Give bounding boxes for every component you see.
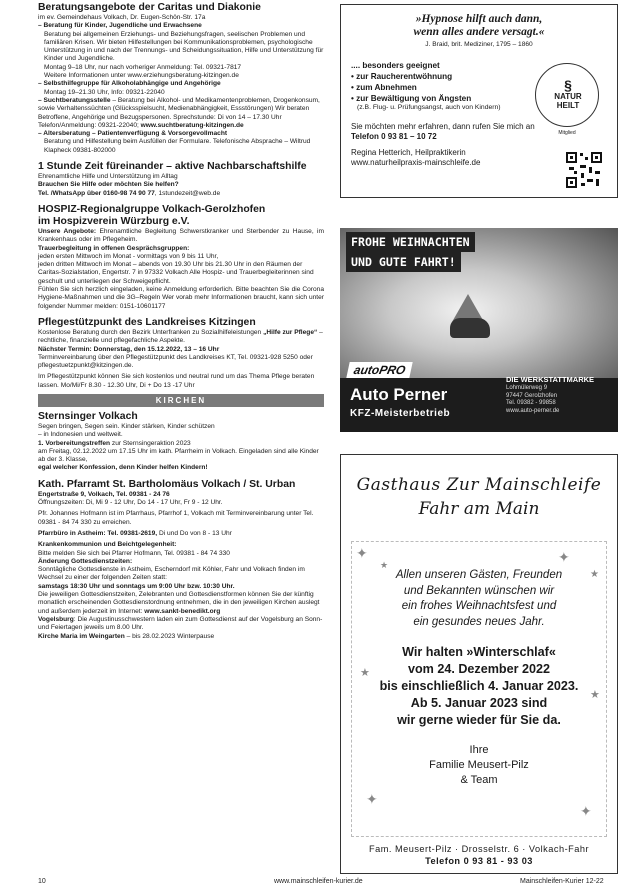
star-icon: ★ (590, 689, 600, 701)
pflege-termin: Nächster Termin: Donnerstag, den 15.12.2022, 13 – 16 Uhr (38, 345, 220, 353)
star-icon: ✦ (356, 545, 368, 561)
ad-hypnose-author: J. Braid, brit. Mediziner, 1795 – 1860 (425, 41, 533, 48)
ad-perner-sub: KFZ-Meisterbetrieb (350, 408, 451, 419)
ad-perner-web[interactable]: www.auto-perner.de (506, 407, 560, 414)
caritas-title: Beratungsangebote der Caritas und Diakonie (38, 2, 261, 13)
caritas-item-head: – Selbsthilfegruppe für Alkoholabhängige und Angehörige (38, 80, 221, 88)
ad-gasthaus-signature-line: Ihre (469, 744, 489, 756)
ad-perner-info-line: Lohmülerweg 9 (506, 385, 548, 392)
pfarr-text: Öffnungszeiten: Di, Mi 9 - 12 Uhr, Do 14 - 17 Uhr, Fr 9 - 12 Uhr. (38, 499, 223, 507)
caritas-item-text: Beratung und Hilfestellung beim Ausfüllen der Formulare. Telefonische Absprache – Wiltrud Klapheck 09381-802000 (44, 138, 311, 154)
ad-perner-banner: UND GUTE FAHRT! (346, 252, 461, 272)
caritas-item-head: – Suchtberatungsstelle (38, 96, 111, 104)
hospiz-trauer: Trauerbegleitung in offenen Gesprächsgruppen: (38, 244, 190, 252)
ad-hypnose (340, 4, 618, 198)
ad-hypnose-contact-line: Sie möchten mehr erfahren, dann rufen Sie mich an (351, 122, 535, 131)
pflege-text-c: – rechtliche, finanzielle und pflegefachliche Aspekte. (38, 328, 323, 345)
ad-gasthaus-greeting-line: Allen unseren Gästen, Freunden (395, 569, 563, 581)
ad-hypnose-bullet-sub: (z.B. Flug- u. Prüfungsangst, auch von Kindern) (357, 104, 501, 111)
pfarr-astheim (38, 530, 324, 538)
pfarr-web-link[interactable]: www.sankt-benedikt.org (144, 607, 221, 615)
hospiz-text: jeden dritten Mittwoch im Monat – abends von 19.30 Uhr bis 21.30 Uhr in den Räumen der Caritas-Sozialstation, Engertstr. 7 in 97332 Volkach Alle Hospiz- und Trauerbegleiterinnen sind geschult und unterliegen der Schweigepflicht. (38, 261, 314, 285)
ad-gasthaus-greeting (352, 568, 606, 630)
pfarr-vogelsburg-text: : Die Augustinusschwestern laden ein zum Gottesdienst auf der Vogelsburg an Sonn- und Feiertagen jeweils um 8.00 Uhr. (38, 615, 323, 632)
ad-gasthaus-address: Fam. Meusert-Pilz · Drosselstr. 6 · Volkach-Fahr (368, 844, 590, 854)
pfarr-text-a10: Die jeweiligen Gottesdienstzeiten, Zelebranten und Gottesdienstformen können Sie der künftig monatlich erscheinenden Gottesdienstordnung entnehmen, die in den jeweiligen Kirchen auslegt und außerdem jederzeit im Internet: (38, 591, 320, 615)
kirchen-bar: KIRCHEN (38, 394, 324, 407)
ad-perner-banner: FROHE WEIHNACHTEN (346, 232, 475, 252)
pfarr-weingarten (38, 633, 324, 641)
seal-symbol: § (564, 77, 572, 93)
qr-code-graphic (565, 151, 603, 189)
pfarr-title: Kath. Pfarramt St. Bartholomäus Volkach / St. Urban (38, 478, 296, 490)
hospiz-offers-text: Ehrenamtliche Begleitung Schwerstkranker und Sterbender zu Hause, im Krankenhaus oder im Pflegeheim. (38, 227, 324, 244)
ad-gasthaus-closure (352, 644, 606, 729)
ad-gasthaus-closure-line: wir gerne wieder für Sie da. (397, 713, 561, 727)
pfarr-astheim-label: Pfarrbüro in Astheim: Tel. 09381-2619, (38, 529, 158, 537)
pflege-text: Im Pflegestützpunkt können Sie sich kostenlos und neutral rund um das Thema Pflege beraten lassen. Mo/Mi/Fr 8.30 - 12.30 Uhr, Di + Do 13 -17 Uhr (38, 373, 315, 389)
star-icon: ★ (380, 560, 389, 570)
ad-gasthaus-closure-line: Wir halten »Winterschlaf« (402, 645, 556, 659)
ad-gasthaus-closure-line: bis einschließlich 4. Januar 2023. (379, 679, 579, 693)
ad-hypnose-bullet: • zur Raucherentwöhnung (351, 72, 453, 81)
pflege-text-b: „Hilfe zur Pflege“ (263, 328, 318, 336)
star-icon: ✦ (580, 803, 592, 819)
sucht-link[interactable]: www.suchtberatung-kitzingen.de (140, 121, 244, 129)
caritas-item-extra: Montag 9–18 Uhr, nur nach vorheriger Anmeldung: Tel. 09321-7817 (44, 63, 242, 71)
seal-caption: Mitglied (558, 130, 576, 136)
autopro-logo: autoPRO (346, 362, 413, 378)
caritas-sub: im ev. Gemeindehaus Volkach, Dr. Eugen-Schön-Str. 17a (38, 14, 206, 21)
ad-gasthaus-closure-line: Ab 5. Januar 2023 sind (410, 696, 548, 710)
pflege-text: Terminvereinbarung über den Pflegestützpunkt des Landkreises KT, Tel. 09321-928 5250 oder pflegestuetzpunkt@kitzingen.de. (38, 353, 313, 370)
pfarr-text: Krankenkommunion und Beichtgelegenheit: (38, 541, 177, 549)
ad-hypnose-quote: wenn alles andere versagt.« (413, 26, 545, 38)
pfarr-vogelsburg-label: Vogelsburg (38, 615, 74, 623)
ad-perner-info-line: Tel. 09382 - 99858 (506, 400, 556, 407)
ad-hypnose-phone: Telefon 0 93 81 – 10 72 (351, 132, 437, 141)
hospiz-text: jeden ersten Mittwoch im Monat - vormittags von 9 bis 11 Uhr, (38, 252, 219, 260)
stern-meeting-label: 1. Vorbereitungstreffen (38, 439, 111, 447)
pfarr-weingarten-text: – bis 28.02.2023 Winterpause (124, 632, 215, 640)
pfarr-vogelsburg (38, 616, 324, 633)
stern-text: Segen bringen, Segen sein. Kinder stärken, Kinder schützen (38, 422, 215, 430)
hospiz-text: Fühlen Sie sich herzlich eingeladen, keine Anmeldung erforderlich. Bitte beachten Sie die Corona Hygiene-Maßnahmen und die 3G–Regeln Wer vorab mehr Informationen braucht, kann sich unter folgender Nummer melden: 0151-10601177 (38, 286, 324, 310)
ad-perner-info-title: DIE WERKSTATTMARKE (506, 375, 595, 384)
ad-hypnose-lead: .... besonders geeignet (351, 61, 440, 70)
caritas-item-head: – Altersberatung – Patientenverfügung & Vorsorgevollmacht (38, 130, 228, 138)
pfarr-text: Sonntägliche Gottesdienste in Astheim, Escherndorf mit Köhler, Fahr und Volkach finden im Wechsel zu einer der folgenden Zeiten statt: (38, 566, 305, 582)
ad-gasthaus-header (341, 455, 617, 533)
ad-perner-info-line: 97447 Gerolzhofen (506, 392, 558, 399)
caritas-item-sucht (38, 97, 324, 130)
star-icon: ★ (360, 667, 370, 679)
ad-perner-info (506, 376, 614, 415)
pflege-text (38, 329, 324, 346)
pflege-text-a: Kostenlose Beratung durch den Bezirk Unterfranken zu Sozialhilfeleistungen (38, 328, 264, 336)
seal-word: HEILT (556, 101, 580, 110)
car-icon (450, 318, 490, 338)
left-column (38, 2, 324, 641)
page-number: 10 (38, 878, 46, 885)
stunde-title: 1 Stunde Zeit füreinander – aktive Nachbarschaftshilfe (38, 161, 307, 173)
ad-gasthaus-signature-line: & Team (460, 774, 498, 786)
ad-gasthaus (340, 454, 618, 874)
seal-icon (535, 63, 599, 136)
stunde-contact (38, 190, 324, 198)
footer-url[interactable]: www.mainschleifen-kurier.de (274, 878, 363, 885)
star-icon: ✦ (558, 549, 570, 565)
hospiz-title: HOSPIZ-Regionalgruppe Volkach-Gerolzhofen (38, 203, 266, 215)
caritas-item-text: – Beratung bei Alkohol- und Medikamentenproblemen, Drogenkonsum, sowie Verhaltenssüchten (Glücksspielsucht, Medienabhängigkeit, Essstörungen) Wir beraten Betroffene, Angehörige und Bezugspersonen. Sprechstunde: Di von 14 – 17.30 Uhr Telefon/Anmeldung: 09321-22040; (38, 96, 320, 129)
caritas-item-head: – Beratung für Kinder, Jugendliche und Erwachsene (38, 22, 202, 30)
ad-hypnose-bullet: • zur Bewältigung von Ängsten (351, 94, 472, 103)
stunde-line: Ehrenamtliche Hilfe und Unterstützung im Alltag (38, 173, 178, 181)
ad-perner (340, 228, 618, 432)
ad-gasthaus-subtitle: Fahr am Main (418, 499, 540, 519)
ad-hypnose-web[interactable]: www.naturheilpraxis-mainschleife.de (351, 158, 481, 167)
qr-code-icon (565, 151, 603, 189)
footer-issue: Mainschleifen-Kurier 12-22 (520, 878, 604, 885)
ad-hypnose-bullet: • zum Abnehmen (351, 83, 417, 92)
pfarr-weingarten-label: Kirche Maria im Weingarten (38, 632, 125, 640)
seal-word: NATUR (554, 92, 582, 101)
stern-text: am Freitag, 02.12.2022 um 17.15 Uhr im kath. Pfarrheim in Volkach. Eingeladen sind alle Kinder ab der 3. Klasse, (38, 447, 319, 464)
ad-gasthaus-greeting-line: und Bekannten wünschen wir (403, 584, 555, 597)
stern-title: Sternsinger Volkach (38, 410, 138, 422)
ad-gasthaus-message-box (351, 541, 607, 837)
ad-gasthaus-signature-line: Familie Meusert-Pilz (429, 759, 529, 771)
ad-hypnose-name: Regina Hetterich, Heilpraktikerin (351, 148, 466, 157)
hospiz-offers-label: Unsere Angebote: (38, 227, 97, 235)
star-icon: ✦ (366, 791, 378, 807)
caritas-item-text: Montag 19–21.30 Uhr, Info: 09321-22040 (44, 88, 165, 96)
caritas-item-extra: Weitere Informationen unter www.erziehungsberatung-kitzingen.de (44, 72, 239, 80)
pfarr-text: samstags 18:30 Uhr und sonntags um 9:00 Uhr bzw. 10:30 Uhr. (38, 582, 235, 590)
ad-gasthaus-closure-line: vom 24. Dezember 2022 (407, 662, 551, 676)
pflege-title: Pflegestützpunkt des Landkreises Kitzingen (38, 316, 256, 328)
ad-hypnose-quote: »Hypnose hilft auch dann, (415, 13, 543, 25)
stern-text: – in Indonesien und weltweit. (38, 431, 123, 439)
ad-gasthaus-title: Gasthaus Zur Mainschleife (356, 475, 602, 495)
ad-perner-name: Auto Perner (350, 385, 448, 404)
pfarr-astheim-time: Di und Do von 8 - 13 Uhr (157, 529, 232, 537)
pfarr-text: Bitte melden Sie sich bei Pfarrer Hofmann, Tel. 09381 - 84 74 330 (38, 549, 230, 557)
seal-text (546, 78, 590, 110)
stunde-phone: Tel. /WhatsApp über 0160-98 74 90 77 (38, 189, 155, 197)
stern-meeting (38, 440, 324, 448)
ad-gasthaus-signature (352, 743, 606, 788)
stunde-email[interactable]: , 1stundezeit@web.de (154, 189, 221, 197)
ad-gasthaus-greeting-line: ein frohes Weihnachtsfest und (401, 600, 557, 612)
pfarr-text: Änderung Gottesdienstzeiten: (38, 557, 133, 565)
ad-gasthaus-footer (341, 843, 617, 867)
caritas-item-text: Beratung bei allgemeinen Erziehungs- und Beziehungsfragen, seelischen Problemen und familiären Krisen. Wir bieten Hilfestellungen bei Kommunikationsproblemen, psychologische Unterstützung in und nach der Trennungs- und Scheidungssituation, Hilfe und Unterstützung für Kinder und Jugendliche. (44, 30, 324, 63)
ad-gasthaus-phone: Telefon 0 93 81 - 93 03 (425, 856, 533, 866)
pfarr-text: Engertstraße 9, Volkach, Tel. 09381 - 24 76 (38, 490, 170, 498)
ad-gasthaus-greeting-line: ein gesundes neues Jahr. (413, 615, 545, 628)
hospiz-offers (38, 228, 324, 245)
pfarr-text: Pfr. Johannes Hofmann ist im Pfarrhaus, Pfarrhof 1, Volkach mit Terminvereinbarung unter Tel. 09381 - 84 74 330 zu erreichen. (38, 510, 314, 526)
star-icon: ★ (590, 569, 599, 580)
pfarr-text-web (38, 591, 324, 616)
stunde-line: Brauchen Sie Hilfe oder möchten Sie helfen? (38, 181, 179, 189)
hospiz-title-2: im Hospizverein Würzburg e.V. (38, 215, 190, 227)
stern-text: egal welcher Konfession, denn Kinder helfen Kindern! (38, 464, 208, 472)
stern-meeting-text: zur Sternsingeraktion 2023 (110, 439, 191, 447)
